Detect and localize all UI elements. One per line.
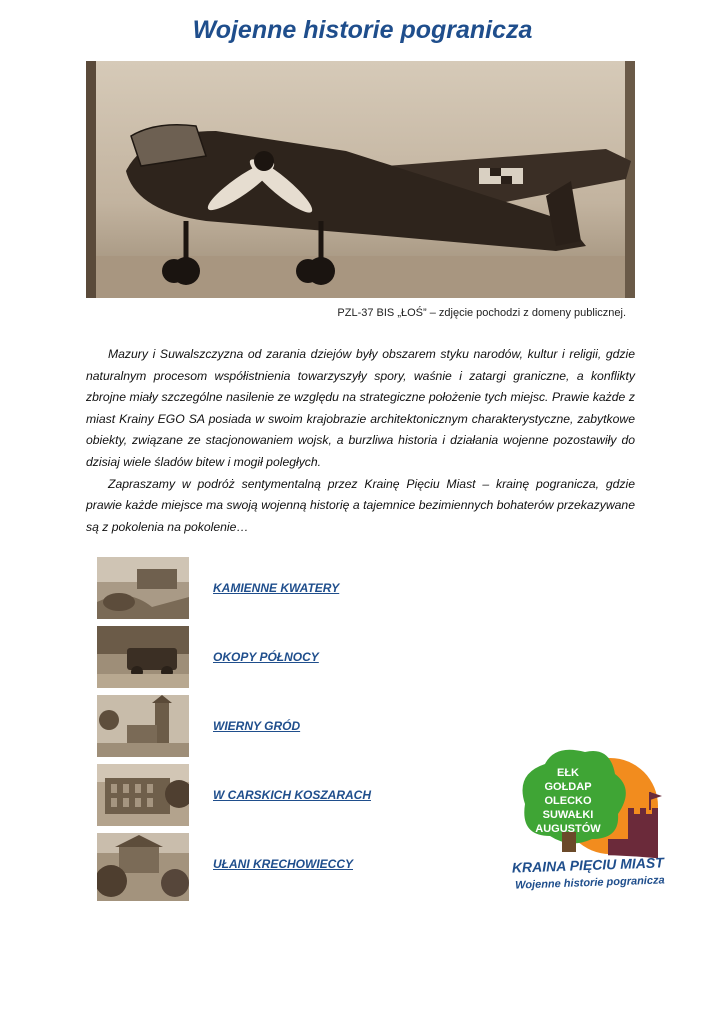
thumb-w-carskich-koszarach[interactable] — [97, 764, 189, 826]
intro-text — [86, 344, 635, 538]
hero-photo-plane — [86, 61, 635, 298]
logo-town-5: AUGUSTÓW — [535, 823, 601, 835]
intro-paragraph-2: Zapraszamy w podróż sentymentalną przez Krainę Pięciu Miast – krainę pogranicza, gdzie prawie każde miejsce ma swoją wojenną historię a tajemnice bezimiennych bohaterów przekazywane są z pokolenia na pokolenie… — [86, 476, 635, 534]
hero-caption: PZL-37 BIS „ŁOŚ” – zdjęcie pochodzi z domeny publicznej. — [337, 307, 626, 319]
plane-illustration — [86, 61, 635, 298]
logo-tagline: Wojenne historie pogranicza — [514, 874, 665, 892]
intro-paragraph-1: Mazury i Suwalszczyzna od zarania dziejów były obszarem styku narodów, kultur i religii, gdzie naturalnym procesom współistnienia towarzyszyły spory, waśnie i zatargi graniczne, a konflikty zbrojne miały szczególne nasilenie ze względu na strategiczne położenie tych miejsc. Prawie każde z miast Krainy EGO SA posiada w swoim krajobrazie architektonicznym charakterystyczne, zabytkowe obiekty, związane ze stacjonowaniem wojsk, a burzliwa historia i działania wojenne pozostawiły do dzisiaj wiele śladów bitew i mogił poległych. — [86, 347, 635, 469]
link-wierny-grod[interactable]: WIERNY GRÓD — [213, 719, 301, 733]
link-ulani-krechowieccy[interactable]: UŁANI KRECHOWIECCY — [213, 857, 353, 871]
logo-town-3: OLECKO — [544, 795, 592, 807]
page-title: Wojenne historie pogranicza — [192, 16, 533, 44]
logo-town-1: EŁK — [557, 767, 579, 779]
kraina-pieciu-miast-logo — [500, 744, 675, 894]
logo-graphic — [500, 744, 675, 894]
link-w-carskich-koszarach[interactable]: W CARSKICH KOSZARACH — [213, 788, 371, 802]
link-okopy-polnocy[interactable]: OKOPY PÓŁNOCY — [213, 650, 319, 664]
logo-town-2: GOŁDAP — [544, 781, 592, 793]
link-kamienne-kwatery[interactable]: KAMIENNE KWATERY — [213, 581, 340, 595]
thumb-okopy-polnocy[interactable] — [97, 626, 189, 688]
thumb-ulani-krechowieccy[interactable] — [97, 833, 189, 901]
logo-brand: KRAINA PIĘCIU MIAST — [511, 854, 665, 876]
thumb-kamienne-kwatery[interactable] — [97, 557, 189, 619]
thumb-wierny-grod[interactable] — [97, 695, 189, 757]
logo-town-4: SUWAŁKI — [542, 809, 594, 821]
